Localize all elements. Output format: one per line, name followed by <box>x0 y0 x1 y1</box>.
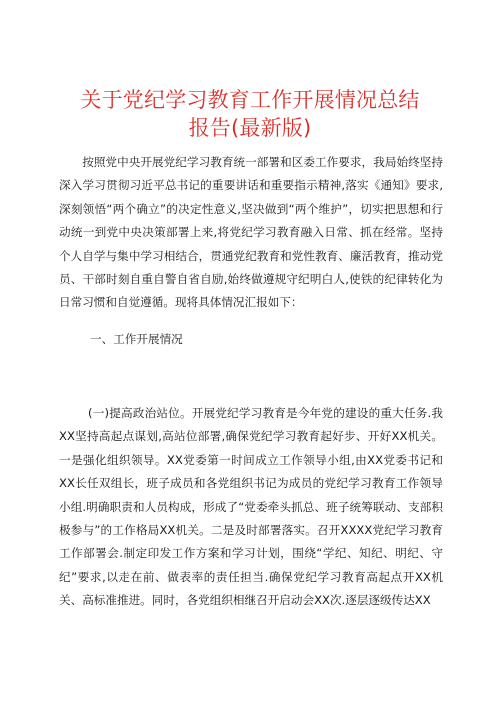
section-heading: 一、工作开展情况 <box>90 332 183 346</box>
document-title-line-2: 报告(最新版) <box>188 116 312 140</box>
intro-paragraph: 按照党中央开展党纪学习教育统一部署和区委工作要求，我局始终坚持深入学习贯彻习近平总书记的重要讲话和重要指示精神,落实《通知》要求,深刻领悟“两个确立”的决定性意义,坚决做到“两个维护”，切实把思想和行动统一到党中央决策部署上来,将党纪学习教育融入日常、抓在经常。坚持个人自学与集中学习相结合，贯通党纪教育和党性教育、廉活教育，推动党员、干部时刻自重自警自省自励,始终做遵规守纪明白人,使铁的纪律转化为日常习惯和自觉遵循。现将具体情况汇报如下： <box>59 155 443 310</box>
document-title-line-1: 关于党纪学习教育工作开展情况总结 <box>80 88 420 112</box>
body-paragraph: (一)提高政治站位。开展党纪学习教育是今年党的建设的重大任务.我XX坚持高起点谋划,高站位部署,确保党纪学习教育起好步、开好XX机关。一是强化组织领导。XX党委第一时间成立工作领导小组,由XX党委书记和XX长任双组长，班子成员和各党组织书记为成员的党纪学习教育工作领导小组.明确职责和人员构成，形成了“党委牵头抓总、班子统筹联动、支部积极参与”的工作格局XX机关。二是及时部署落实。召开XXXX党纪学习教育工作部署会.制定印发工作方案和学习计划，围绕“学纪、知纪、明纪、守纪”要求,以走在前、做表率的责任担当.确保党纪学习教育高起点开XX机关、高标准推进。同时，各党组织相继召开启动会XX次.逐层逐级传达XX <box>59 406 443 608</box>
